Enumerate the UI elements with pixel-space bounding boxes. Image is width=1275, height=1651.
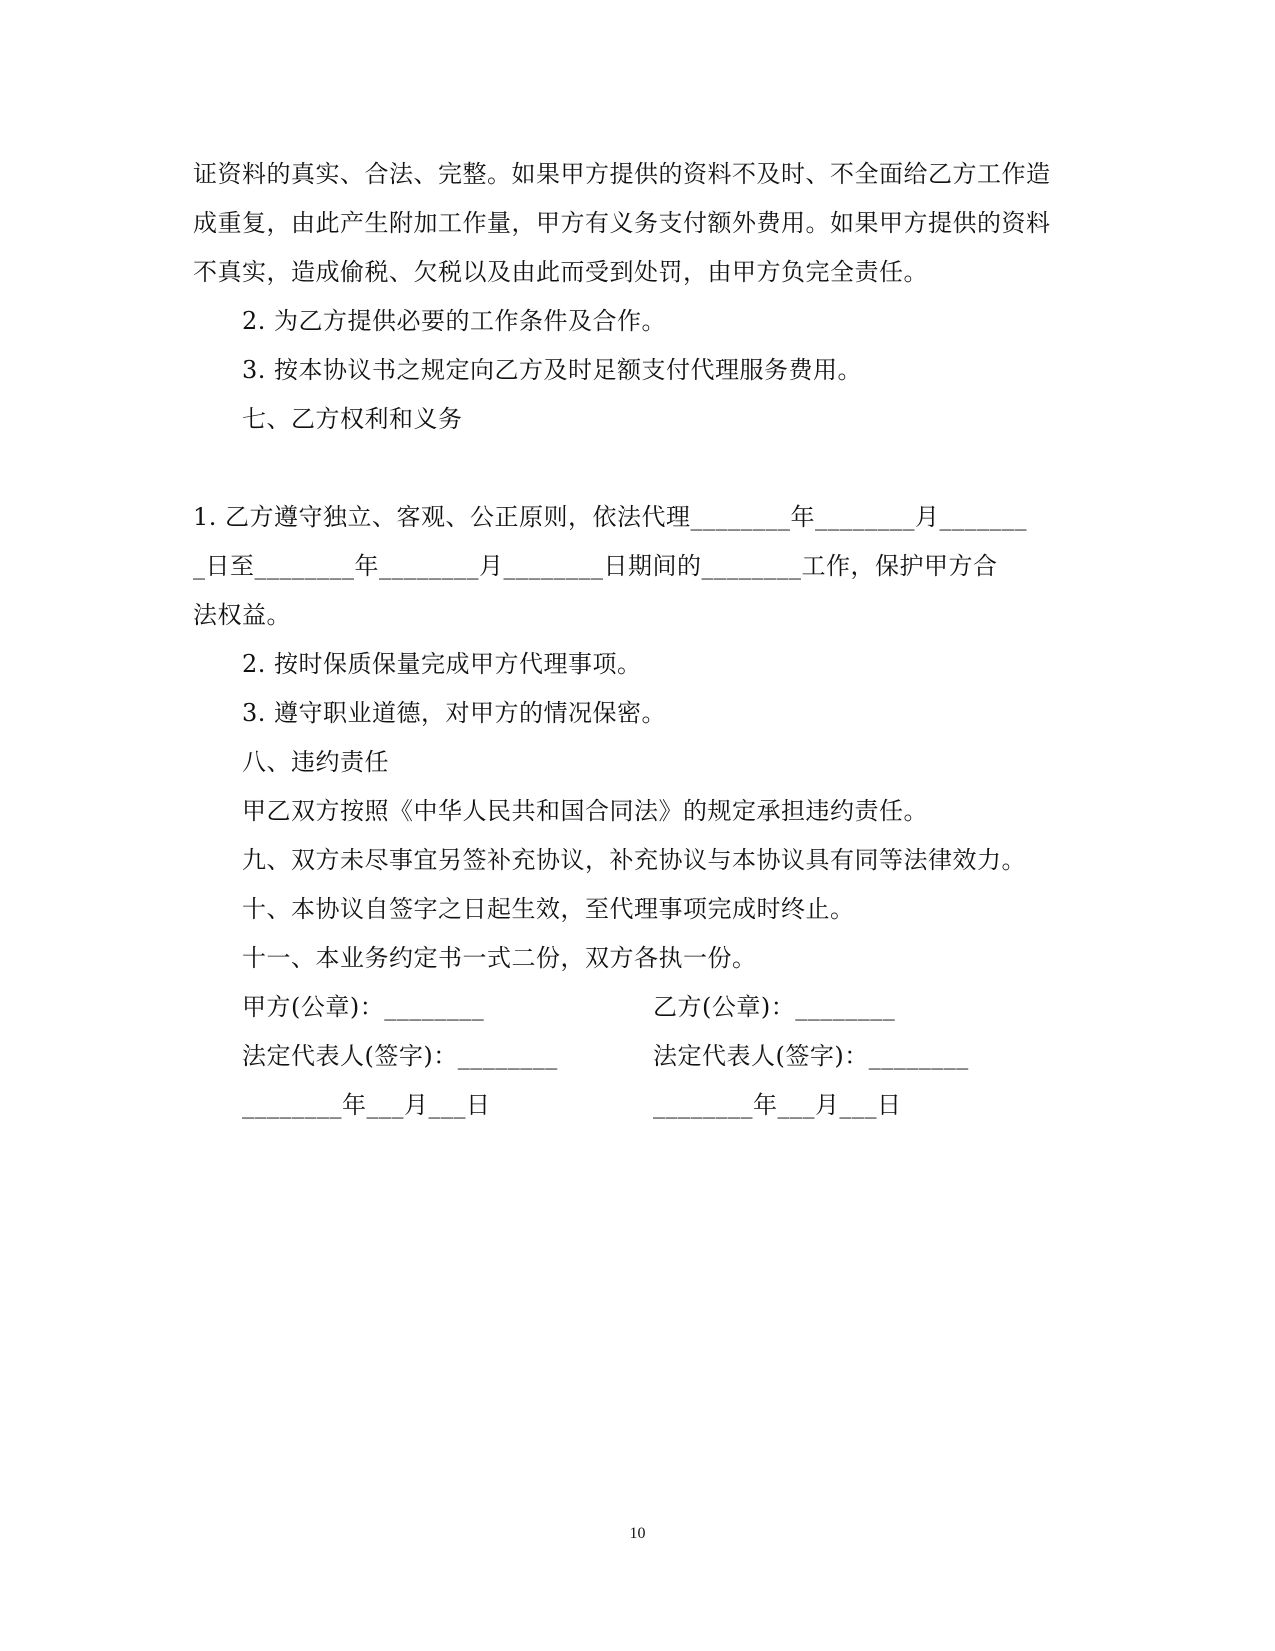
party-a-seal: 甲方(公章)：________ (242, 993, 485, 1021)
paragraph-line: 成重复，由此产生附加工作量，甲方有义务支付额外费用。如果甲方提供的资料 (193, 209, 1051, 237)
blank-line (193, 444, 1083, 493)
paragraph-line: 证资料的真实、合法、完整。如果甲方提供的资料不及时、不全面给乙方工作造 (193, 160, 1051, 188)
signature-row-date (193, 1081, 1083, 1130)
signature-row-representative (193, 1032, 1083, 1081)
party-b-representative: 法定代表人(签字)：________ (653, 1042, 969, 1070)
party-b-seal: 乙方(公章)：________ (653, 993, 896, 1021)
section-heading: 十、本协议自签字之日起生效，至代理事项完成时终止。 (242, 895, 855, 923)
clause-item: 3. 遵守职业道德，对甲方的情况保密。 (242, 699, 667, 727)
party-a-date: ________年___月___日 (242, 1091, 491, 1119)
paragraph-line: 法权益。 (193, 601, 291, 629)
document-body (193, 150, 1083, 1130)
paragraph-line: 甲乙双方按照《中华人民共和国合同法》的规定承担违约责任。 (242, 797, 928, 825)
section-heading: 七、乙方权利和义务 (242, 405, 463, 433)
party-b-date: ________年___月___日 (653, 1091, 902, 1119)
clause-item: 2. 按时保质保量完成甲方代理事项。 (242, 650, 642, 678)
section-heading: 十一、本业务约定书一式二份，双方各执一份。 (242, 944, 757, 972)
paragraph-line: _日至________年________月________日期间的________工作，保护甲方合 (193, 552, 998, 580)
party-a-representative: 法定代表人(签字)：________ (242, 1042, 558, 1070)
section-heading: 九、双方未尽事宜另签补充协议，补充协议与本协议具有同等法律效力。 (242, 846, 1026, 874)
clause-item: 3. 按本协议书之规定向乙方及时足额支付代理服务费用。 (242, 356, 863, 384)
signature-row-seal (193, 983, 1083, 1032)
clause-item: 1. 乙方遵守独立、客观、公正原则，依法代理________年________月_______ (193, 503, 1028, 531)
page-number: 10 (629, 1525, 646, 1542)
section-heading: 八、违约责任 (242, 748, 389, 776)
paragraph-line: 不真实，造成偷税、欠税以及由此而受到处罚，由甲方负完全责任。 (193, 258, 928, 286)
clause-item: 2. 为乙方提供必要的工作条件及合作。 (242, 307, 667, 335)
